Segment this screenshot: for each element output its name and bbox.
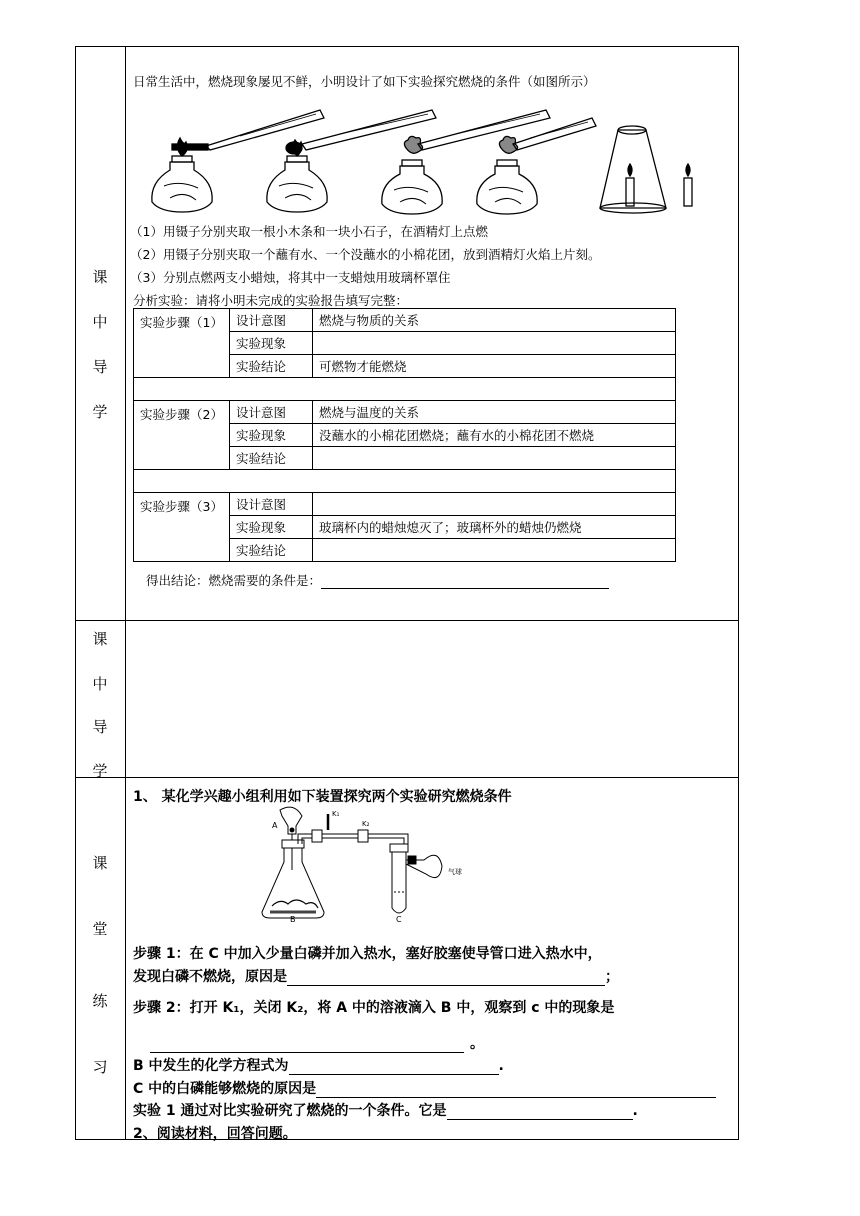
row-label: 设计意图 bbox=[229, 309, 312, 332]
row-label: 实验结论 bbox=[229, 447, 312, 470]
step-2-text: （2）用镊子分别夹取一个蘸有水、一个没蘸水的小棉花团，放到酒精灯火焰上片刻。 bbox=[130, 247, 601, 262]
conclusion-cell[interactable] bbox=[312, 447, 675, 470]
step-label: 实验步骤（1） bbox=[134, 309, 230, 378]
sidebar-char: 课 bbox=[92, 630, 108, 648]
stone-icon bbox=[286, 142, 302, 154]
row-label: 实验现象 bbox=[229, 516, 312, 539]
spacer-row bbox=[134, 470, 676, 493]
answer-blank[interactable] bbox=[287, 971, 605, 986]
row-label: 设计意图 bbox=[229, 401, 312, 424]
sidebar-char: 学 bbox=[92, 403, 108, 421]
question-1-title: 1、 某化学兴趣小组利用如下装置探究两个实验研究燃烧条件 bbox=[133, 789, 512, 805]
step-label: 实验步骤（3） bbox=[134, 493, 230, 562]
sidebar-char: 练 bbox=[92, 992, 108, 1010]
row-label: 实验结论 bbox=[229, 539, 312, 562]
sidebar-divider bbox=[125, 46, 126, 1140]
sidebar-char: 学 bbox=[92, 762, 108, 780]
practice-step2-line1: 步骤 2：打开 K₁，关闭 K₂，将 A 中的溶液滴入 B 中，观察到 c 中的现象是 bbox=[133, 1000, 615, 1016]
apparatus-diagram bbox=[258, 804, 488, 922]
candle-icon bbox=[684, 178, 692, 206]
label-k1: K₁ bbox=[332, 810, 340, 818]
conclusion-cell[interactable] bbox=[312, 539, 675, 562]
flask-icon bbox=[262, 844, 324, 918]
sidebar-char: 课 bbox=[92, 854, 108, 872]
label-c: C bbox=[396, 915, 402, 922]
label-balloon: 气球 bbox=[448, 868, 462, 876]
label-b: B bbox=[290, 915, 296, 922]
practice-step1-line1: 步骤 1：在 C 中加入少量白磷并加入热水，塞好胶塞使导管口进入热水中， bbox=[133, 946, 602, 962]
row-label: 实验现象 bbox=[229, 332, 312, 355]
tweezers-icon bbox=[513, 118, 596, 150]
answer-blank[interactable] bbox=[321, 574, 609, 589]
step-1-text: （1）用镊子分别夹取一根小木条和一块小石子，在酒精灯上点燃 bbox=[130, 224, 488, 239]
experiment-illustration bbox=[140, 104, 710, 220]
step-label: 实验步骤（2） bbox=[134, 401, 230, 470]
alcohol-lamp-icon bbox=[477, 160, 537, 214]
alcohol-lamp-icon bbox=[382, 160, 442, 214]
tweezers-icon bbox=[206, 110, 324, 150]
conclusion-cell[interactable]: 可燃物才能燃烧 bbox=[312, 355, 675, 378]
design-intent-cell[interactable]: 燃烧与物质的关系 bbox=[312, 309, 675, 332]
sidebar-char: 导 bbox=[92, 718, 108, 736]
sidebar-char: 导 bbox=[92, 358, 108, 376]
test-tube-icon bbox=[392, 848, 406, 913]
design-intent-cell[interactable]: 燃烧与温度的关系 bbox=[312, 401, 675, 424]
answer-blank[interactable] bbox=[447, 1105, 633, 1120]
spacer-row bbox=[134, 378, 676, 401]
sidebar-char: 堂 bbox=[92, 920, 108, 938]
analysis-text: 分析实验：请将小明未完成的实验报告填写完整： bbox=[133, 293, 409, 308]
cotton-ball-icon bbox=[404, 136, 422, 153]
phenomenon-cell[interactable]: 玻璃杯内的蜡烛熄灭了；玻璃杯外的蜡烛仍燃烧 bbox=[312, 516, 675, 539]
equation-line: B 中发生的化学方程式为 . bbox=[133, 1058, 504, 1074]
report-table bbox=[133, 308, 676, 562]
row-label: 实验现象 bbox=[229, 424, 312, 447]
question-2-title: 2、阅读材料，回答问题。 bbox=[133, 1126, 297, 1142]
sidebar-char: 课 bbox=[92, 268, 108, 286]
label-k2: K₂ bbox=[362, 820, 370, 828]
answer-blank[interactable] bbox=[289, 1060, 499, 1075]
valve-k2-icon bbox=[358, 830, 368, 842]
step-3-text: （3）分别点燃两支小蜡烛，将其中一支蜡烛用玻璃杯罩住 bbox=[130, 270, 451, 285]
phenomenon-cell[interactable]: 没蘸水的小棉花团燃烧；蘸有水的小棉花团不燃烧 bbox=[312, 424, 675, 447]
row-label: 设计意图 bbox=[229, 493, 312, 516]
sidebar-char: 中 bbox=[92, 313, 108, 331]
answer-blank[interactable] bbox=[150, 1038, 464, 1053]
valve-k1-icon bbox=[312, 830, 322, 842]
intro-text: 日常生活中，燃烧现象屡见不鲜，小明设计了如下实验探究燃烧的条件（如图所示） bbox=[133, 74, 596, 89]
flame-icon bbox=[628, 164, 632, 176]
practice-step1-line2: 发现白磷不燃烧，原因是 ； bbox=[133, 969, 619, 985]
exp1-line: 实验 1 通过对比实验研究了燃烧的一个条件。它是 . bbox=[133, 1103, 638, 1119]
row-label: 实验结论 bbox=[229, 355, 312, 378]
reason-line: C 中的白磷能够燃烧的原因是 bbox=[133, 1078, 716, 1098]
cotton-ball-icon bbox=[499, 136, 517, 153]
row-divider-2 bbox=[75, 777, 739, 778]
glass-cup-icon bbox=[600, 130, 666, 208]
sidebar-char: 中 bbox=[92, 675, 108, 693]
alcohol-lamp-icon bbox=[267, 156, 327, 212]
practice-step2-line2: 。 bbox=[150, 1033, 484, 1053]
candle-icon bbox=[626, 178, 634, 206]
flame-icon bbox=[686, 164, 690, 176]
answer-blank[interactable] bbox=[316, 1083, 716, 1098]
sidebar-char: 习 bbox=[92, 1058, 108, 1076]
conclusion-prompt: 得出结论：燃烧需要的条件是： bbox=[146, 571, 609, 589]
alcohol-lamp-icon bbox=[152, 156, 212, 212]
label-a: A bbox=[272, 821, 278, 830]
design-intent-cell[interactable] bbox=[312, 493, 675, 516]
phenomenon-cell[interactable] bbox=[312, 332, 675, 355]
wooden-stick-icon bbox=[172, 144, 208, 150]
row-divider-1 bbox=[75, 620, 739, 621]
